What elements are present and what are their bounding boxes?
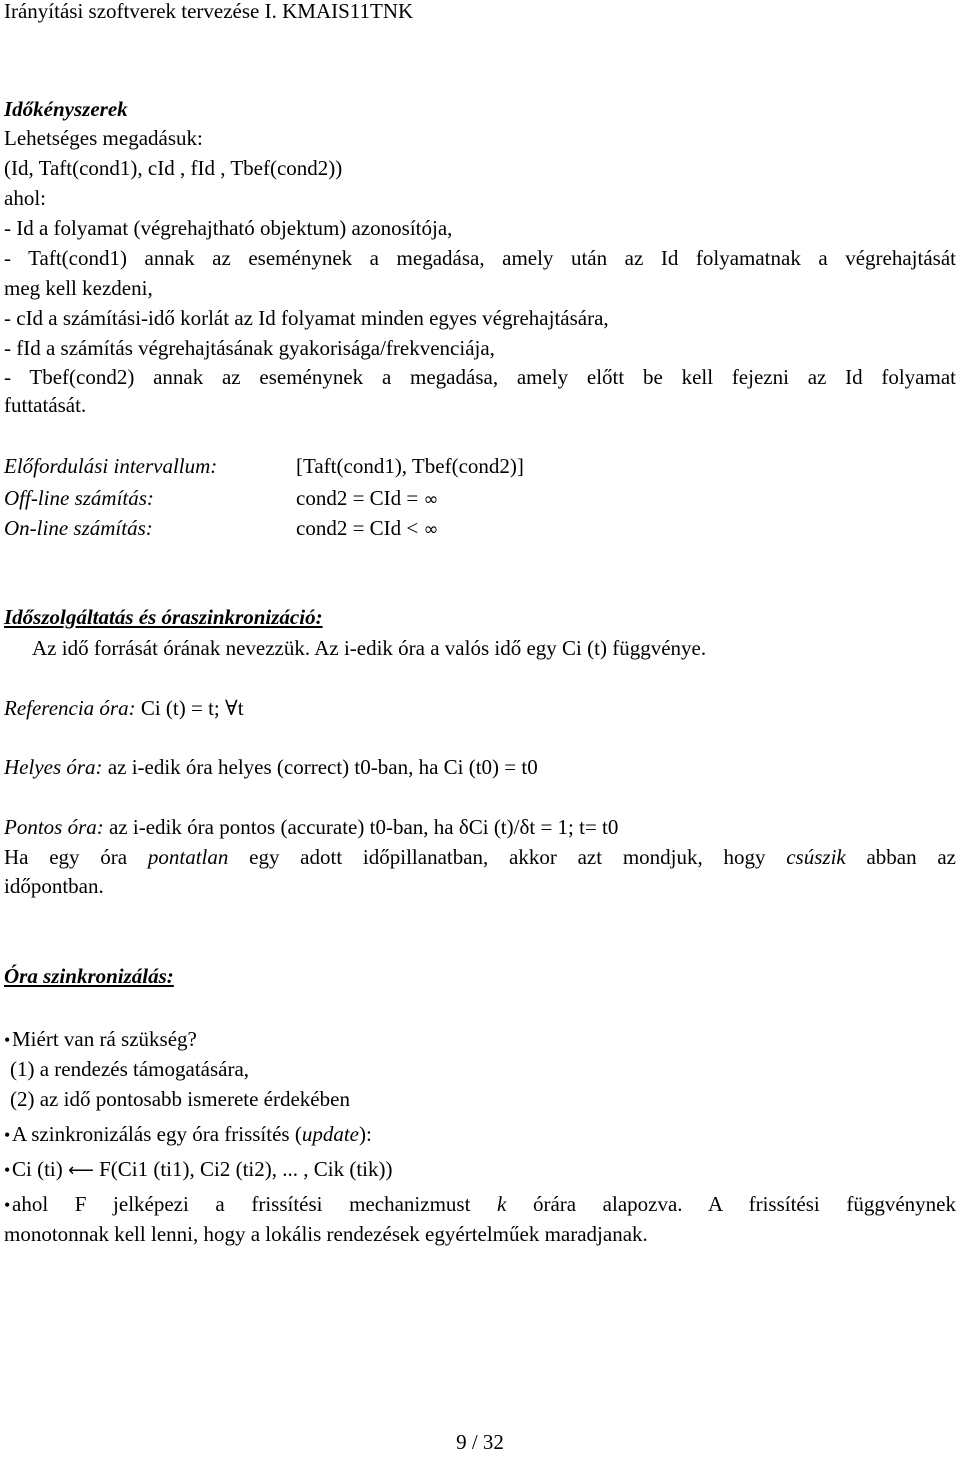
correct-clock-text: az i-edik óra helyes (correct) t0-ban, ha Ci (t0) = t0 xyxy=(102,755,538,779)
drift-text: abban az xyxy=(845,845,957,869)
constraint-item-tbef-cont: futtatását. xyxy=(4,393,87,417)
definition-label: On-line számítás: xyxy=(4,516,153,540)
bullet-text: ): xyxy=(359,1122,372,1146)
bullet-emphasis: update xyxy=(301,1122,359,1146)
sync-bullet-mechanism xyxy=(4,1190,956,1220)
constraint-item-id: - Id a folyamat (végrehajtható objektum) azonosítója, xyxy=(4,216,453,240)
sync-bullet-update xyxy=(4,1120,956,1150)
bullet-text: ahol F jelképezi a frissítési mechanizmust xyxy=(12,1192,498,1216)
drift-text: Ha egy óra xyxy=(4,845,148,869)
accurate-clock-label: Pontos óra: xyxy=(4,815,104,839)
sync-bullet-formula xyxy=(4,1155,956,1185)
accurate-clock-line xyxy=(4,813,956,842)
definition-value: [Taft(cond1), Tbef(cond2)] xyxy=(296,454,524,478)
definition-value xyxy=(296,484,439,514)
definition-value-text: cond2 = CId = xyxy=(296,486,424,510)
drift-sentence xyxy=(4,843,956,872)
section-heading-time-constraints: Időkényszerek xyxy=(4,97,128,121)
drift-text: egy adott időpillanatban, akkor azt mondjuk, hogy xyxy=(228,845,787,869)
drift-emphasis: pontatlan xyxy=(147,845,229,869)
constraints-where: ahol: xyxy=(4,186,46,210)
bullet-icon: • xyxy=(4,1030,11,1050)
bullet-emphasis: k xyxy=(497,1192,507,1216)
bullet-icon: • xyxy=(4,1195,11,1215)
definition-value-text: cond2 = CId < xyxy=(296,516,424,540)
constraint-item-taft: - Taft(cond1) annak az eseménynek a megadása, amely után az Id folyamatnak a végrehajtását xyxy=(4,246,956,270)
constraints-tuple: (Id, Taft(cond1), cId , fId , Tbef(cond2)) xyxy=(4,156,343,180)
time-service-text: Az idő forrását órának nevezzük. Az i-edik óra a valós idő egy Ci (t) függvénye. xyxy=(32,636,707,660)
infinity-symbol: ∞ xyxy=(423,519,439,540)
correct-clock-line xyxy=(4,753,956,782)
sync-bullet-why xyxy=(4,1025,956,1055)
constraints-intro: Lehetséges megadásuk: xyxy=(4,126,203,150)
sync-reason-accuracy: (2) az idő pontosabb ismerete érdekében xyxy=(10,1087,350,1111)
left-arrow-icon: ⟵ xyxy=(68,1160,94,1181)
sync-reason-ordering: (1) a rendezés támogatására, xyxy=(10,1057,250,1081)
sync-bullet-mechanism-cont: monotonnak kell lenni, hogy a lokális rendezések egyértelműek maradjanak. xyxy=(4,1222,648,1246)
infinity-symbol: ∞ xyxy=(423,489,439,510)
correct-clock-label: Helyes óra: xyxy=(4,755,103,779)
reference-clock-line xyxy=(4,694,956,723)
running-header: Irányítási szoftverek tervezése I. KMAIS11TNK xyxy=(4,0,414,23)
accurate-clock-text: az i-edik óra pontos (accurate) t0-ban, ha δCi (t)/δt = 1; t= t0 xyxy=(103,815,619,839)
definition-label: Előfordulási intervallum: xyxy=(4,454,218,478)
bullet-icon: • xyxy=(4,1160,11,1180)
definition-value xyxy=(296,514,439,544)
reference-clock-text: Ci (t) = t; ∀t xyxy=(135,696,244,720)
bullet-text: Miért van rá szükség? xyxy=(12,1027,197,1051)
page-number: 9 / 32 xyxy=(456,1430,504,1454)
constraint-item-taft-cont: meg kell kezdeni, xyxy=(4,276,153,300)
reference-clock-label: Referencia óra: xyxy=(4,696,136,720)
section-heading-time-service: Időszolgáltatás és óraszinkronizáció: xyxy=(4,605,323,629)
section-heading-clock-sync: Óra szinkronizálás: xyxy=(4,964,174,988)
bullet-icon: • xyxy=(4,1125,11,1145)
drift-emphasis: csúszik xyxy=(786,845,846,869)
constraint-item-cid: - cId a számítási-idő korlát az Id folyamat minden egyes végrehajtására, xyxy=(4,306,609,330)
formula-text: Ci (ti) xyxy=(12,1157,68,1181)
definition-label: Off-line számítás: xyxy=(4,486,154,510)
constraint-item-fid: - fId a számítás végrehajtásának gyakorisága/frekvenciája, xyxy=(4,336,495,360)
bullet-text: órára alapozva. A frissítési függvénynek xyxy=(506,1192,956,1216)
constraint-item-tbef: - Tbef(cond2) annak az eseménynek a megadása, amely előtt be kell fejezni az Id folyamat xyxy=(4,365,956,389)
formula-text: F(Ci1 (ti1), Ci2 (ti2), ... , Cik (tik)) xyxy=(93,1157,393,1181)
drift-sentence-cont: időpontban. xyxy=(4,874,104,898)
bullet-text: A szinkronizálás egy óra frissítés ( xyxy=(12,1122,302,1146)
